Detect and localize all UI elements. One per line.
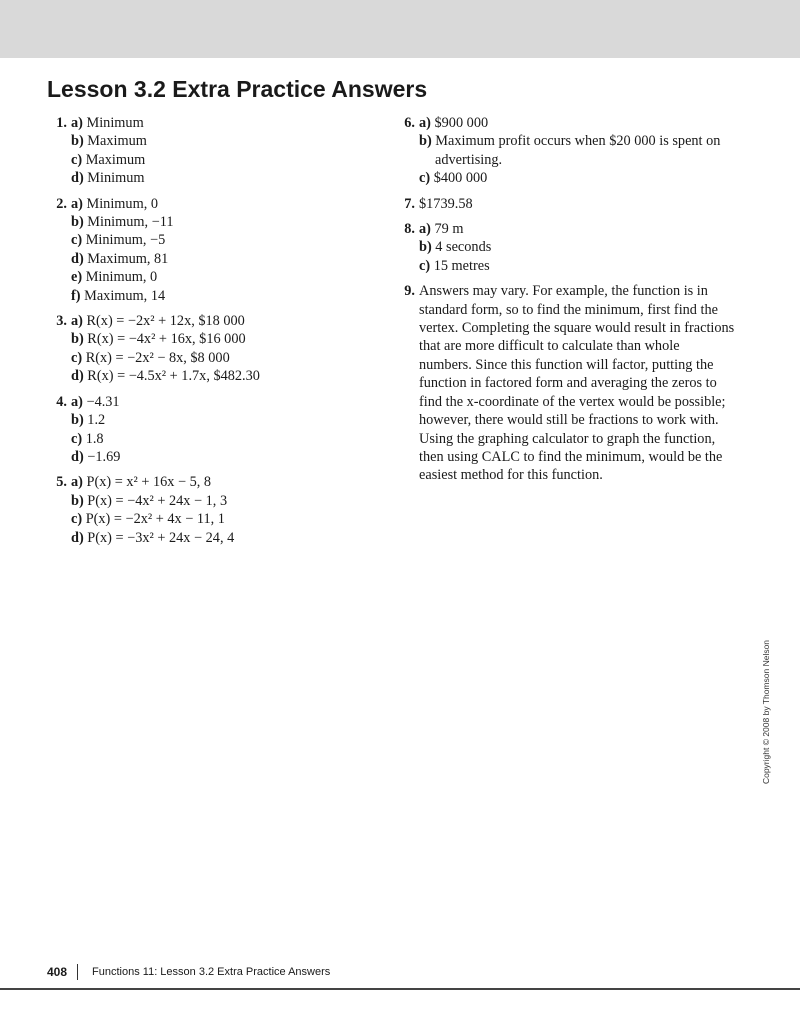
part-text: Maximum, 14 — [84, 287, 166, 304]
page-title: Lesson 3.2 Extra Practice Answers — [47, 76, 428, 102]
question-number: 2. — [56, 195, 67, 212]
part-text: Maximum — [87, 133, 147, 150]
answer-part — [71, 312, 377, 330]
question-number: 7. — [404, 195, 415, 212]
part-text: Minimum, −11 — [87, 214, 174, 231]
part-label: b) — [419, 133, 432, 150]
part-label: a) — [71, 115, 83, 131]
answer-part — [71, 448, 377, 466]
part-text: R(x) = −2x² − 8x, $8 000 — [85, 349, 230, 366]
part-label: a) — [71, 313, 83, 330]
part-label: c) — [71, 232, 83, 249]
part-text: P(x) = x² + 16x − 5, 8 — [86, 474, 212, 491]
answer-part — [419, 114, 735, 132]
answer-part — [71, 529, 377, 547]
page-number: 408 — [47, 965, 68, 979]
answer-part — [71, 473, 377, 491]
part-text: Maximum profit occurs when $20 000 is spent on advertising. — [435, 133, 721, 168]
part-label: c) — [419, 170, 431, 187]
question-5 — [47, 473, 377, 547]
page-footer — [47, 964, 330, 980]
part-text: R(x) = −4.5x² + 1.7x, $482.30 — [87, 368, 260, 385]
question-number: 1. — [56, 115, 67, 131]
question-9 — [395, 282, 735, 484]
answer-part — [71, 268, 377, 286]
part-label: d) — [71, 170, 84, 187]
question-number: 8. — [404, 221, 415, 238]
part-label: a) — [419, 115, 431, 131]
answer-part — [71, 492, 377, 510]
answer-part — [71, 250, 377, 268]
footer-divider — [77, 964, 78, 980]
part-label: c) — [71, 151, 83, 168]
part-text: Minimum — [87, 170, 145, 187]
part-text: 1.2 — [87, 412, 106, 429]
answer-part — [71, 430, 377, 448]
question-2 — [47, 195, 377, 305]
part-text: Maximum, 81 — [87, 250, 169, 267]
part-label: c) — [419, 257, 431, 274]
question-6 — [395, 114, 735, 188]
part-label: b) — [71, 331, 84, 348]
part-label: c) — [71, 349, 83, 366]
part-label: a) — [71, 393, 83, 410]
part-text: 1.8 — [85, 430, 104, 447]
part-label: d) — [71, 448, 84, 465]
part-label: d) — [71, 368, 84, 385]
answer-part — [71, 330, 377, 348]
question-number: 9. — [404, 283, 415, 300]
answer-part — [71, 114, 377, 132]
question-number: 6. — [404, 115, 415, 131]
answer-part — [71, 213, 377, 231]
answer-text: $1739.58 — [419, 195, 473, 212]
answer-part — [71, 349, 377, 367]
part-label: a) — [71, 195, 83, 212]
question-number: 3. — [56, 313, 67, 330]
answer-part — [71, 510, 377, 528]
part-text: P(x) = −2x² + 4x − 11, 1 — [85, 511, 225, 528]
part-text: Minimum — [86, 115, 144, 131]
part-text: 15 metres — [433, 257, 490, 274]
question-4 — [47, 393, 377, 467]
answer-part — [419, 257, 735, 275]
answer-part — [71, 367, 377, 385]
part-label: b) — [419, 239, 432, 256]
answer-part — [71, 151, 377, 169]
answer-part — [71, 169, 377, 187]
answer-part — [71, 195, 377, 213]
part-text: Maximum — [85, 151, 146, 168]
question-8 — [395, 220, 735, 275]
part-label: b) — [71, 492, 84, 509]
answer-part — [419, 169, 735, 187]
answer-part — [71, 132, 377, 150]
question-3 — [47, 312, 377, 386]
part-text: R(x) = −4x² + 16x, $16 000 — [87, 331, 246, 348]
part-label: f) — [71, 287, 81, 304]
answer-part — [419, 220, 735, 238]
part-label: e) — [71, 269, 83, 286]
answer-part — [419, 132, 735, 169]
part-text: P(x) = −3x² + 24x − 24, 4 — [87, 529, 235, 546]
question-number: 4. — [56, 393, 67, 410]
answer-part — [71, 231, 377, 249]
part-label: a) — [71, 474, 83, 491]
part-label: b) — [71, 214, 84, 231]
part-text: 4 seconds — [435, 239, 492, 256]
answer-part — [71, 393, 377, 411]
copyright-notice: Copyright © 2008 by Thomson Nelson — [761, 639, 771, 785]
part-text: P(x) = −4x² + 24x − 1, 3 — [87, 492, 228, 509]
part-label: c) — [71, 511, 83, 528]
part-label: c) — [71, 430, 83, 447]
part-text: R(x) = −2x² + 12x, $18 000 — [86, 313, 245, 330]
question-number: 5. — [56, 474, 67, 491]
question-7 — [395, 195, 735, 213]
footer-title: Functions 11: Lesson 3.2 Extra Practice Answers — [92, 966, 331, 978]
answer-part — [419, 238, 735, 256]
footer-rule — [0, 988, 800, 990]
right-column — [395, 114, 735, 492]
part-label: a) — [419, 221, 431, 238]
part-label: d) — [71, 529, 84, 546]
part-text: $900 000 — [434, 115, 489, 131]
part-label: b) — [71, 412, 84, 429]
question-1 — [47, 114, 377, 188]
part-text: −1.69 — [87, 448, 121, 465]
part-text: $400 000 — [433, 170, 488, 187]
answer-text: Answers may vary. For example, the function is in standard form, so to find the minimum, first find the vertex. Completing the square would result in fractions that are more difficult to calculate than whole numbers. Since this function will factor, putting the function in factored form and averaging the zeros to find the x-coordinate of the vertex would be possible; however, there would still be fractions to work with. Using the graphing calculator to graph the function, then using CALC to find the minimum, would be the easiest method for this function. — [419, 283, 735, 484]
part-label: d) — [71, 250, 84, 267]
part-text: −4.31 — [86, 393, 120, 410]
answer-part — [71, 411, 377, 429]
header-band — [0, 0, 800, 58]
part-text: Minimum, 0 — [85, 269, 158, 286]
part-label: b) — [71, 133, 84, 150]
answer-part — [71, 287, 377, 305]
part-text: Minimum, −5 — [85, 232, 166, 249]
left-column — [47, 114, 377, 554]
part-text: 79 m — [434, 221, 464, 238]
part-text: Minimum, 0 — [86, 195, 158, 212]
